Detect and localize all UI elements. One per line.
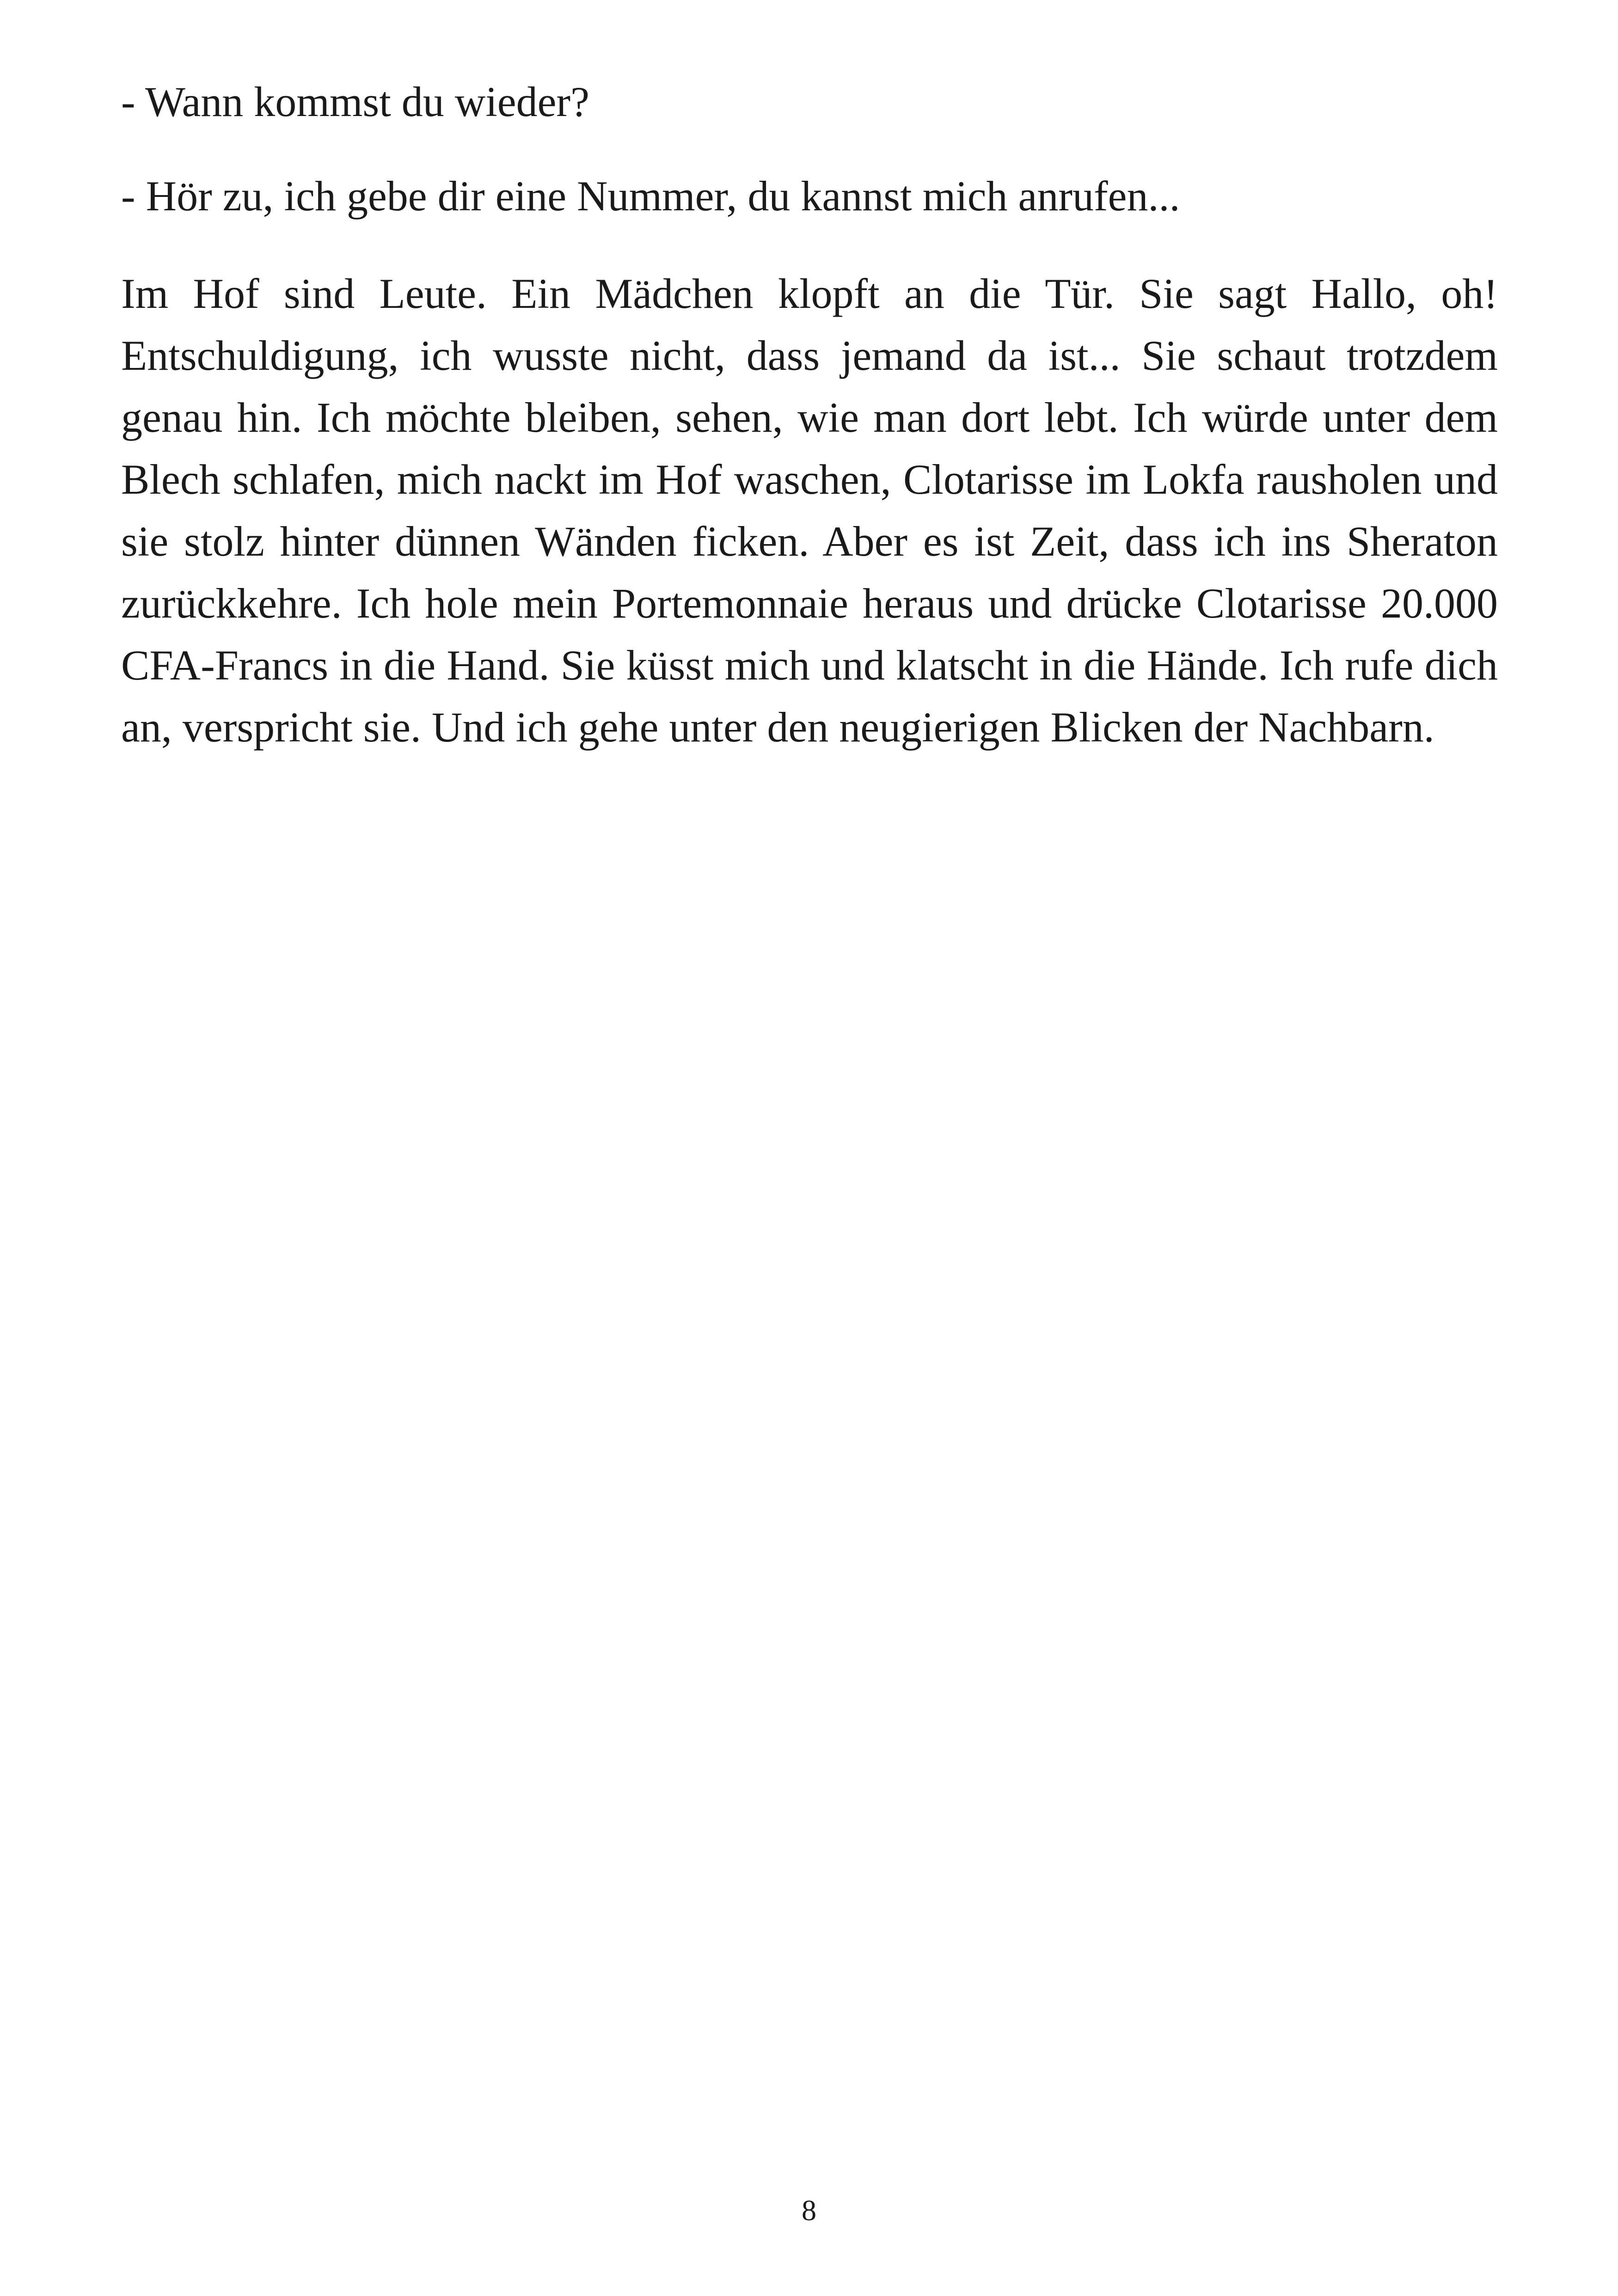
dialogue-line-1: - Wann kommst du wieder?: [121, 78, 589, 125]
narrative-paragraph: Im Hof sind Leute. Ein Mädchen klopft an die Tür. Sie sagt Hallo, oh! Entschuldigung, ich wusste nicht, dass jemand da ist... Sie schaut trotzdem genau hin. Ich möchte bleiben, sehen, wie man dort lebt. Ich würde unter dem Blech schlafen, mich nackt im Hof waschen, Clotarisse im Lokfa rausholen und sie stolz hinter dünnen Wänden ficken. Aber es ist Zeit, dass ich ins Sheraton zurückkehre. Ich hole mein Portemonnaie heraus und drücke Clotarisse 20.000 CFA-Francs in die Hand. Sie küsst mich und klatscht in die Hände. Ich rufe dich an, verspricht sie. Und ich gehe unter den neugierigen Blicken der Nachbarn.: [121, 270, 1498, 751]
page-number: 8: [802, 2194, 816, 2227]
body-text: [121, 74, 1498, 758]
dialogue-line-2: - Hör zu, ich gebe dir eine Nummer, du kannst mich anrufen...: [121, 172, 1180, 220]
